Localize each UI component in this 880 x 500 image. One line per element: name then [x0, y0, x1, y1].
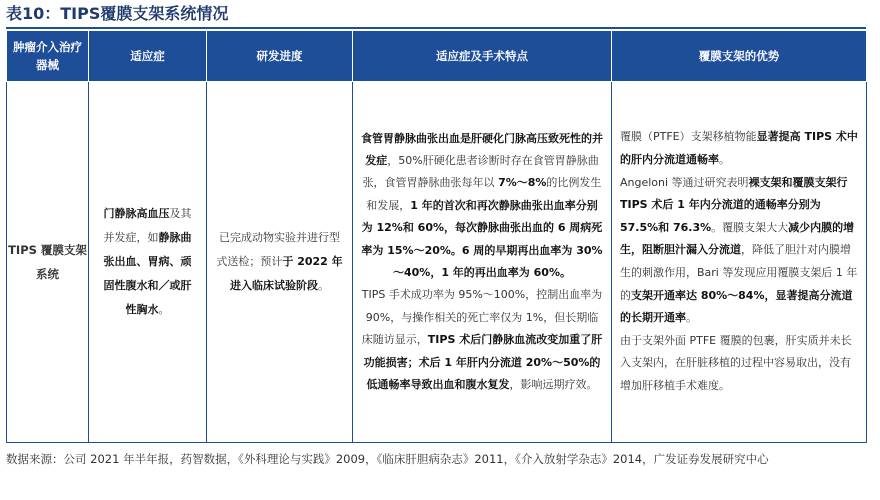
body-text: 。: [158, 303, 170, 316]
title-rule: [6, 27, 866, 29]
body-text: ，降低了胆汁对内膜增生的刺激作用，Bari 等发现应用覆膜支架后 1 年的: [620, 243, 858, 302]
cell-paragraph: [620, 126, 858, 171]
cell-paragraph: [620, 330, 858, 398]
table-header-row: [7, 31, 867, 82]
body-text: 已完成动物实验并进行型式送检；预计: [216, 231, 340, 268]
body-text: 。: [318, 279, 329, 292]
data-source-note: 数据来源：公司 2021 年半年报，药智数据，《外科理论与实践》2009，《临床肝胆病杂志》2011，《介入放射学杂志》2014，广发证券发展研究中心: [6, 452, 769, 466]
table-title: 表10：TIPS覆膜支架系统情况: [6, 4, 229, 23]
cell-paragraph: [361, 284, 603, 396]
body-text: 的比例发生和发展，: [366, 176, 602, 212]
emphasis-text: 食管胃静脉曲张出血是肝硬化门脉高压致死性的并发症: [361, 131, 603, 167]
body-text: 由于支架外面 PTFE 覆膜的包裹，肝实质并未长入支架内，在肝脏移植的过程中容易取出，没有增加肝移植手术难度。: [620, 333, 852, 392]
table-row: [7, 82, 867, 443]
cell-progress: [207, 82, 353, 443]
emphasis-text: TIPS 术后门静脉血流改变加重了肝功能损害；术后 1 年肝内分流道 20%～50%的低通畅率导致出血和腹水复发: [363, 333, 603, 392]
cell-device: TIPS 覆膜支架系统: [7, 82, 89, 443]
body-text: 。: [719, 153, 730, 167]
emphasis-text: 裸支架和覆膜支架行 TIPS 术后 1 年内分流道的通畅率分别为 57.5%和 76.3%: [620, 175, 848, 234]
header-device: 肿瘤介入治疗器械: [7, 31, 89, 82]
header-advantages: 覆膜支架的优势: [612, 31, 867, 82]
emphasis-text: 于 2022 年进入临床试验阶段: [230, 255, 343, 292]
body-text: TIPS 手术成功率为 95%～100%，控制出血率为 90%，与操作相关的死亡率仅为 1%，但长期临床随访显示，: [361, 288, 603, 347]
cell-paragraph: [361, 128, 603, 285]
header-features: 适应症及手术特点: [353, 31, 612, 82]
header-progress: 研发进度: [207, 31, 353, 82]
cell-features: [353, 82, 612, 443]
emphasis-text: 减少内膜的增生，阻断胆汁漏入分流道: [620, 220, 855, 257]
body-text: Angeloni 等通过研究表明: [620, 175, 749, 189]
body-text: 。覆膜支架大大: [711, 220, 789, 234]
body-text: 覆膜（PTFE）支架移植物能: [620, 130, 757, 144]
emphasis-text: 支架开通率达 80%～84%，显著提高分流道的长期开通率: [620, 288, 853, 325]
emphasis-text: 显著提高 TIPS 术中的肝内分流道通畅率: [620, 130, 858, 167]
body-text: 。: [686, 311, 697, 325]
tips-stent-table: [6, 30, 867, 443]
body-text: 及其并发症，如: [103, 207, 192, 244]
emphasis-text: 7%～8%: [498, 176, 547, 190]
body-text: ，影响远期疗效。: [509, 378, 598, 392]
body-text: ，50%肝硬化患者诊断时存在食管胃静脉曲张，食管胃静脉曲张每年以: [362, 153, 599, 190]
cell-advantages: [612, 82, 867, 443]
cell-paragraph: [620, 172, 858, 330]
cell-indication: [89, 82, 207, 443]
header-indication: 适应症: [89, 31, 207, 82]
emphasis-text: 静脉曲张出血、胃病、顽固性腹水和／或肝性胸水: [103, 231, 192, 316]
emphasis-text: 1 年的首次和再次静脉曲张出血率分别为 12%和 60%，每次静脉曲张出血的 6 周病死率为 15%～20%。6 周的早期再出血率为 30%～40%，1 年的再出血率为 60%。: [361, 198, 603, 279]
emphasis-text: 门静脉高血压: [103, 207, 170, 220]
